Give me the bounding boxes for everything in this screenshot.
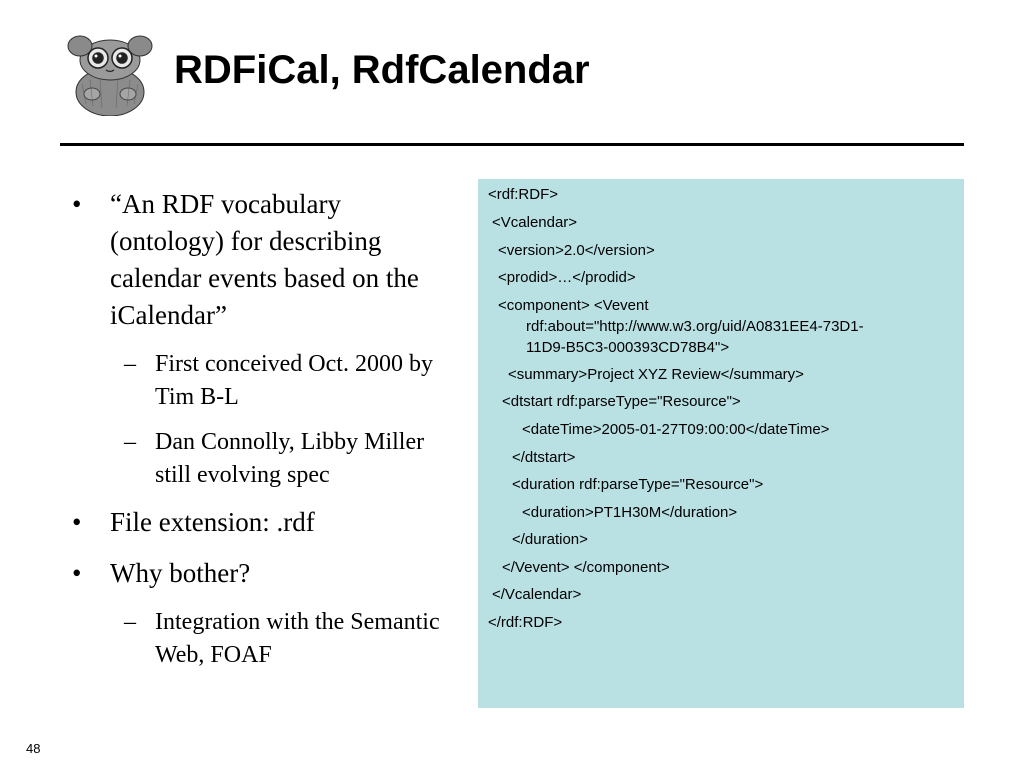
code-line: 11D9-B5C3-000393CD78B4"> — [526, 339, 730, 356]
sub-bullet-marker: – — [124, 351, 136, 377]
code-line: <dateTime>2005-01-27T09:00:00</dateTime> — [522, 421, 830, 438]
slide-title: RDFiCal, RdfCalendar — [174, 48, 590, 92]
bullet-marker: • — [72, 507, 82, 537]
code-line: <dtstart rdf:parseType="Resource"> — [502, 393, 741, 410]
code-line: <Vcalendar> — [492, 214, 578, 231]
bullet-marker: • — [72, 189, 82, 219]
sub-bullet-text: First conceived Oct. 2000 by Tim B-L — [155, 351, 433, 410]
sub-bullet-text: Dan Connolly, Libby Miller still evolving spec — [155, 429, 425, 488]
page-number: 48 — [26, 741, 41, 756]
code-line: </rdf:RDF> — [488, 614, 563, 631]
bullet-item — [68, 504, 460, 541]
sub-bullet-item — [68, 426, 460, 492]
code-line: <rdf:RDF> — [488, 186, 559, 203]
code-line: <version>2.0</version> — [498, 242, 655, 259]
bullet-text: File extension: .rdf — [110, 507, 315, 537]
sub-bullet-marker: – — [124, 429, 136, 455]
code-line: <component> <Vevent — [498, 297, 649, 314]
code-line: <summary>Project XYZ Review</summary> — [508, 366, 804, 383]
sub-bullet-marker: – — [124, 609, 136, 635]
bullet-text: “An RDF vocabulary (ontology) for describing calendar events based on the iCalendar” — [110, 189, 419, 330]
code-line: </Vevent> </component> — [502, 559, 670, 576]
bullet-list — [68, 186, 460, 684]
bullet-marker: • — [72, 558, 82, 588]
code-line: <prodid>…</prodid> — [498, 269, 636, 286]
code-line: </dtstart> — [512, 449, 576, 466]
code-line: </duration> — [512, 531, 588, 548]
code-line: rdf:about="http://www.w3.org/uid/A0831EE4-73D1- — [526, 318, 864, 335]
code-line: <duration>PT1H30M</duration> — [522, 504, 738, 521]
rdf-code-box — [478, 179, 964, 708]
title-divider — [60, 143, 964, 146]
bullet-text: Why bother? — [110, 558, 251, 588]
bullet-item — [68, 186, 460, 334]
sub-bullet-item — [68, 606, 460, 672]
code-line: </Vcalendar> — [492, 586, 582, 603]
tarsier-logo-icon — [60, 34, 160, 116]
code-line: <duration rdf:parseType="Resource"> — [512, 476, 764, 493]
sub-bullet-item — [68, 348, 460, 414]
bullet-item — [68, 555, 460, 592]
sub-bullet-text: Integration with the Semantic Web, FOAF — [155, 609, 440, 668]
